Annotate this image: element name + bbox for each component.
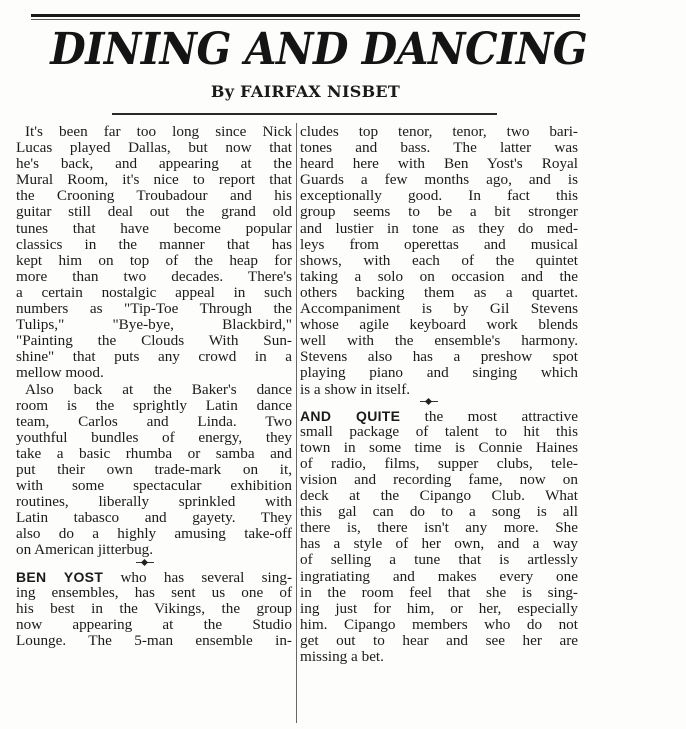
text-line: there is, there isn't any more. She <box>300 519 578 537</box>
text-line: routines, liberally sprinkled with <box>16 493 292 511</box>
text-line: missing a bet. <box>300 648 384 665</box>
top-rule <box>31 14 580 17</box>
text-line: ing ensembles, has sent us one of <box>16 583 292 601</box>
text-line: Also back at the Baker's dance <box>25 380 292 398</box>
text-line: ing just for him, or her, especially <box>300 599 578 617</box>
text-line: Mural Room, it's nice to report that <box>16 171 292 189</box>
text-line: is a show in itself. <box>300 380 411 398</box>
text-line: whose agile keyboard work blends <box>300 316 578 334</box>
text-line: Stevens also has a preshow spot <box>300 348 578 366</box>
text-line: shows, with each of the quintet <box>300 251 578 269</box>
text-line: well with the ensemble's harmony. <box>300 332 578 350</box>
text-line: Lucas played Dallas, but now that <box>16 139 292 157</box>
text-line: of selling a tune that is artlessly <box>300 551 578 569</box>
section-separator <box>16 559 292 569</box>
text-line: put their own trade-mark on it, <box>16 460 292 478</box>
text-line: playing piano and singing which <box>300 364 578 382</box>
headline: DINING AND DANCING <box>50 24 588 75</box>
text-line: and lustier in tone as they do med- <box>300 219 578 237</box>
text-line: heard here with Ben Yost's Royal <box>300 155 578 173</box>
text-line: his best in the Vikings, the group <box>16 599 292 617</box>
section-lead-in: BEN YOST <box>16 568 104 585</box>
section-lead-in: AND QUITE <box>300 407 401 424</box>
text-line: with some spectacular exhibition <box>16 477 292 495</box>
byline: By FAIRFAX NISBET <box>210 82 401 101</box>
text-line: "Painting the Clouds With Sun- <box>16 332 292 350</box>
text-line: vision and recording fame, now on <box>300 470 578 488</box>
text-line: kept him on top of the heap for <box>16 251 292 269</box>
column-divider <box>296 123 297 723</box>
text-line: shine" that puts any crowd in a <box>16 348 292 366</box>
text-line: mellow mood. <box>16 364 104 382</box>
text-line: small package of talent to hit this <box>300 422 578 440</box>
text-line: the Crooning Troubadour and his <box>16 187 292 205</box>
text-line: more than two decades. There's <box>16 267 292 285</box>
text-line: guitar still deal out the grand old <box>16 203 292 221</box>
text-line: has a style of her own, and a way <box>300 535 578 553</box>
text-line: tunes that have become popular <box>16 219 292 237</box>
text-line: cludes top tenor, tenor, two bari- <box>300 123 578 140</box>
top-rule-thin <box>31 19 580 20</box>
text-line: Latin tabasco and gayety. They <box>16 509 292 527</box>
text-line: in the room feel that she is sing- <box>300 583 578 601</box>
text-line: of radio, films, supper clubs, tele- <box>300 454 578 472</box>
text-line: classics in the manner that has <box>16 235 292 253</box>
text-line: others backing them as a quartet. <box>300 283 578 301</box>
text-line: a certain nostalgic appeal in such <box>16 283 292 301</box>
text-line <box>16 569 292 585</box>
text-line: he's back, and appearing at the <box>16 155 292 173</box>
text-line: team, Carlos and Linda. Two <box>16 412 292 430</box>
text-line: taking a solo on occasion and the <box>300 267 578 285</box>
separator-ornament <box>136 562 154 563</box>
separator-ornament <box>420 401 438 402</box>
text-line: also do a highly amusing take-off <box>16 525 292 543</box>
byline-rule <box>112 113 497 115</box>
text-line: numbers as "Tip-Toe Through the <box>16 300 292 318</box>
text-line: on American jitterbug. <box>16 541 154 559</box>
text-line: town in some time is Connie Haines <box>300 438 578 456</box>
text-line-body: the most attractive <box>400 407 578 425</box>
text-line: youthful bundles of energy, they <box>16 428 292 446</box>
text-line: this gal can do to a song is all <box>300 503 578 521</box>
text-line: leys from operettas and musical <box>300 235 578 253</box>
right-column <box>300 124 578 665</box>
text-line: take a basic rhumba or samba and <box>16 444 292 462</box>
text-line: room is the sprightly Latin dance <box>16 396 292 414</box>
text-line: get out to hear and see her are <box>300 631 578 649</box>
text-line: It's been far too long since Nick <box>25 123 292 140</box>
text-line: now appearing at the Studio <box>16 615 292 633</box>
text-line: ingratiating and makes every one <box>300 567 578 585</box>
section-separator <box>300 398 578 408</box>
text-line: group seems to be a bit stronger <box>300 203 578 221</box>
text-line <box>300 408 578 424</box>
text-line: tones and bass. The latter was <box>300 139 578 157</box>
text-line: Tulips," "Bye-bye, Blackbird," <box>16 316 292 334</box>
text-line-body: who has several sing- <box>103 568 293 586</box>
text-line: exceptionally good. In fact this <box>300 187 578 205</box>
text-line: him. Cipango members who do not <box>300 615 578 633</box>
text-line: deck at the Cipango Club. What <box>300 487 578 505</box>
text-line: Lounge. The 5-man ensemble in- <box>16 631 292 649</box>
left-column <box>16 124 292 649</box>
text-line: Guards a few months ago, and is <box>300 171 578 189</box>
text-line: Accompaniment is by Gil Stevens <box>300 300 578 318</box>
